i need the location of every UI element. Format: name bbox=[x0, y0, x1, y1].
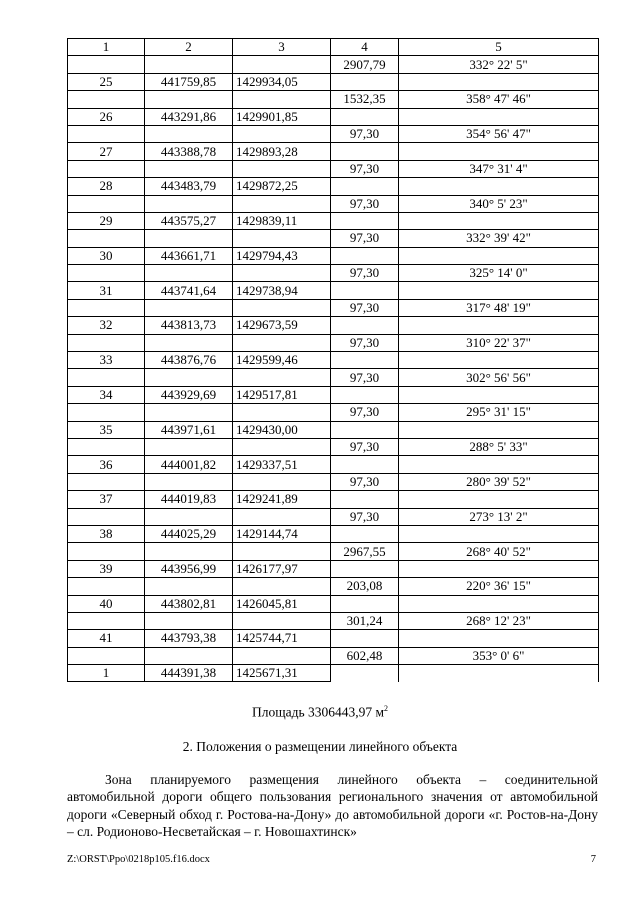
empty-cell bbox=[331, 386, 399, 403]
empty-cell bbox=[68, 404, 145, 421]
y-coordinate-cell: 1429673,59 bbox=[233, 317, 331, 334]
distance-cell: 97,30 bbox=[331, 438, 399, 455]
distance-cell: 97,30 bbox=[331, 125, 399, 142]
segment-row bbox=[68, 369, 599, 386]
distance-cell: 2967,55 bbox=[331, 543, 399, 560]
empty-cell bbox=[233, 56, 331, 73]
empty-cell bbox=[233, 369, 331, 386]
empty-cell bbox=[399, 212, 599, 229]
header-cell-5: 5 bbox=[399, 39, 599, 56]
y-coordinate-cell: 1425671,31 bbox=[233, 665, 331, 682]
empty-cell bbox=[331, 630, 399, 647]
empty-cell bbox=[233, 334, 331, 351]
segment-row bbox=[68, 56, 599, 73]
header-cell-4: 4 bbox=[331, 39, 399, 56]
x-coordinate-cell: 444025,29 bbox=[145, 525, 233, 542]
segment-row bbox=[68, 543, 599, 560]
y-coordinate-cell: 1429738,94 bbox=[233, 282, 331, 299]
point-number-cell: 25 bbox=[68, 73, 145, 90]
y-coordinate-cell: 1429901,85 bbox=[233, 108, 331, 125]
direction-angle-cell: 317° 48' 19" bbox=[399, 299, 599, 316]
segment-row bbox=[68, 334, 599, 351]
empty-cell bbox=[399, 456, 599, 473]
x-coordinate-cell: 444019,83 bbox=[145, 491, 233, 508]
empty-cell bbox=[399, 630, 599, 647]
area-total bbox=[0, 704, 640, 721]
x-coordinate-cell: 443802,81 bbox=[145, 595, 233, 612]
point-number-cell: 40 bbox=[68, 595, 145, 612]
empty-cell bbox=[145, 91, 233, 108]
page-number: 7 bbox=[590, 854, 596, 865]
direction-angle-cell: 288° 5' 33" bbox=[399, 438, 599, 455]
empty-cell bbox=[68, 160, 145, 177]
empty-cell bbox=[68, 612, 145, 629]
empty-cell bbox=[399, 491, 599, 508]
point-number-cell: 31 bbox=[68, 282, 145, 299]
segment-row bbox=[68, 91, 599, 108]
x-coordinate-cell: 443575,27 bbox=[145, 212, 233, 229]
x-coordinate-cell: 443793,38 bbox=[145, 630, 233, 647]
direction-angle-cell: 358° 47' 46" bbox=[399, 91, 599, 108]
empty-cell bbox=[331, 665, 399, 682]
empty-cell bbox=[68, 56, 145, 73]
empty-cell bbox=[68, 578, 145, 595]
y-coordinate-cell: 1429839,11 bbox=[233, 212, 331, 229]
header-cell-3: 3 bbox=[233, 39, 331, 56]
y-coordinate-cell: 1425744,71 bbox=[233, 630, 331, 647]
y-coordinate-cell: 1429337,51 bbox=[233, 456, 331, 473]
point-number-cell: 39 bbox=[68, 560, 145, 577]
segment-row bbox=[68, 404, 599, 421]
point-number-cell: 1 bbox=[68, 665, 145, 682]
empty-cell bbox=[331, 73, 399, 90]
empty-cell bbox=[399, 386, 599, 403]
empty-cell bbox=[68, 438, 145, 455]
point-number-cell: 32 bbox=[68, 317, 145, 334]
distance-cell: 97,30 bbox=[331, 195, 399, 212]
x-coordinate-cell: 444391,38 bbox=[145, 665, 233, 682]
empty-cell bbox=[399, 525, 599, 542]
empty-cell bbox=[331, 421, 399, 438]
point-row bbox=[68, 386, 599, 403]
x-coordinate-cell: 443971,61 bbox=[145, 421, 233, 438]
y-coordinate-cell: 1429934,05 bbox=[233, 73, 331, 90]
point-number-cell: 34 bbox=[68, 386, 145, 403]
empty-cell bbox=[145, 612, 233, 629]
segment-row bbox=[68, 230, 599, 247]
distance-cell: 97,30 bbox=[331, 369, 399, 386]
empty-cell bbox=[233, 612, 331, 629]
distance-cell: 602,48 bbox=[331, 647, 399, 664]
segment-row bbox=[68, 612, 599, 629]
empty-cell bbox=[331, 317, 399, 334]
direction-angle-cell: 347° 31' 4" bbox=[399, 160, 599, 177]
direction-angle-cell: 353° 0' 6" bbox=[399, 647, 599, 664]
distance-cell: 97,30 bbox=[331, 299, 399, 316]
point-row bbox=[68, 178, 599, 195]
footer-file-path: Z:\ORST\Ppo\0218p105.f16.docx bbox=[67, 854, 210, 865]
empty-cell bbox=[145, 508, 233, 525]
area-text: Площадь 3306443,97 м bbox=[251, 704, 385, 720]
empty-cell bbox=[331, 525, 399, 542]
distance-cell: 97,30 bbox=[331, 230, 399, 247]
empty-cell bbox=[145, 125, 233, 142]
empty-cell bbox=[68, 230, 145, 247]
segment-row bbox=[68, 265, 599, 282]
empty-cell bbox=[399, 247, 599, 264]
empty-cell bbox=[399, 352, 599, 369]
empty-cell bbox=[145, 56, 233, 73]
x-coordinate-cell: 443813,73 bbox=[145, 317, 233, 334]
segment-row bbox=[68, 299, 599, 316]
empty-cell bbox=[145, 195, 233, 212]
segment-row bbox=[68, 578, 599, 595]
distance-cell: 2907,79 bbox=[331, 56, 399, 73]
point-row bbox=[68, 595, 599, 612]
x-coordinate-cell: 443661,71 bbox=[145, 247, 233, 264]
empty-cell bbox=[331, 456, 399, 473]
point-row bbox=[68, 630, 599, 647]
segment-row bbox=[68, 195, 599, 212]
empty-cell bbox=[145, 578, 233, 595]
point-number-cell: 41 bbox=[68, 630, 145, 647]
point-row bbox=[68, 456, 599, 473]
point-number-cell: 26 bbox=[68, 108, 145, 125]
empty-cell bbox=[331, 595, 399, 612]
distance-cell: 301,24 bbox=[331, 612, 399, 629]
empty-cell bbox=[399, 282, 599, 299]
empty-cell bbox=[68, 265, 145, 282]
empty-cell bbox=[145, 230, 233, 247]
segment-row bbox=[68, 125, 599, 142]
point-row bbox=[68, 108, 599, 125]
distance-cell: 97,30 bbox=[331, 404, 399, 421]
y-coordinate-cell: 1429599,46 bbox=[233, 352, 331, 369]
empty-cell bbox=[145, 404, 233, 421]
area-unit-superscript: 2 bbox=[384, 704, 389, 713]
distance-cell: 1532,35 bbox=[331, 91, 399, 108]
empty-cell bbox=[331, 491, 399, 508]
empty-cell bbox=[331, 247, 399, 264]
empty-cell bbox=[331, 108, 399, 125]
empty-cell bbox=[233, 543, 331, 560]
empty-cell bbox=[145, 473, 233, 490]
empty-cell bbox=[399, 560, 599, 577]
x-coordinate-cell: 441759,85 bbox=[145, 73, 233, 90]
distance-cell: 97,30 bbox=[331, 334, 399, 351]
y-coordinate-cell: 1429430,00 bbox=[233, 421, 331, 438]
segment-row bbox=[68, 473, 599, 490]
direction-angle-cell: 310° 22' 37" bbox=[399, 334, 599, 351]
point-row bbox=[68, 560, 599, 577]
point-row bbox=[68, 665, 599, 682]
point-number-cell: 37 bbox=[68, 491, 145, 508]
y-coordinate-cell: 1426177,97 bbox=[233, 560, 331, 577]
empty-cell bbox=[233, 265, 331, 282]
empty-cell bbox=[68, 473, 145, 490]
x-coordinate-cell: 443741,64 bbox=[145, 282, 233, 299]
point-row bbox=[68, 525, 599, 542]
distance-cell: 97,30 bbox=[331, 508, 399, 525]
empty-cell bbox=[68, 508, 145, 525]
empty-cell bbox=[68, 299, 145, 316]
direction-angle-cell: 295° 31' 15" bbox=[399, 404, 599, 421]
empty-cell bbox=[145, 334, 233, 351]
header-cell-1: 1 bbox=[68, 39, 145, 56]
section-title: 2. Положения о размещении линейного объекта bbox=[182, 739, 458, 754]
y-coordinate-cell: 1429893,28 bbox=[233, 143, 331, 160]
empty-cell bbox=[145, 160, 233, 177]
empty-cell bbox=[145, 265, 233, 282]
direction-angle-cell: 332° 39' 42" bbox=[399, 230, 599, 247]
y-coordinate-cell: 1429241,89 bbox=[233, 491, 331, 508]
point-number-cell: 36 bbox=[68, 456, 145, 473]
empty-cell bbox=[399, 178, 599, 195]
distance-cell: 97,30 bbox=[331, 265, 399, 282]
empty-cell bbox=[399, 317, 599, 334]
point-row bbox=[68, 247, 599, 264]
segment-row bbox=[68, 438, 599, 455]
direction-angle-cell: 354° 56' 47" bbox=[399, 125, 599, 142]
empty-cell bbox=[331, 143, 399, 160]
point-number-cell: 38 bbox=[68, 525, 145, 542]
segment-row bbox=[68, 160, 599, 177]
point-number-cell: 35 bbox=[68, 421, 145, 438]
empty-cell bbox=[233, 299, 331, 316]
empty-cell bbox=[233, 647, 331, 664]
empty-cell bbox=[233, 508, 331, 525]
empty-cell bbox=[331, 178, 399, 195]
empty-cell bbox=[331, 212, 399, 229]
y-coordinate-cell: 1426045,81 bbox=[233, 595, 331, 612]
empty-cell bbox=[399, 665, 599, 682]
empty-cell bbox=[331, 282, 399, 299]
point-row bbox=[68, 491, 599, 508]
x-coordinate-cell: 443956,99 bbox=[145, 560, 233, 577]
point-number-cell: 33 bbox=[68, 352, 145, 369]
point-row bbox=[68, 212, 599, 229]
distance-cell: 97,30 bbox=[331, 160, 399, 177]
empty-cell bbox=[399, 73, 599, 90]
empty-cell bbox=[233, 91, 331, 108]
direction-angle-cell: 332° 22' 5" bbox=[399, 56, 599, 73]
empty-cell bbox=[399, 108, 599, 125]
empty-cell bbox=[233, 160, 331, 177]
empty-cell bbox=[331, 352, 399, 369]
point-row bbox=[68, 421, 599, 438]
empty-cell bbox=[233, 125, 331, 142]
y-coordinate-cell: 1429872,25 bbox=[233, 178, 331, 195]
empty-cell bbox=[68, 647, 145, 664]
empty-cell bbox=[68, 369, 145, 386]
direction-angle-cell: 325° 14' 0" bbox=[399, 265, 599, 282]
x-coordinate-cell: 443876,76 bbox=[145, 352, 233, 369]
x-coordinate-cell: 443929,69 bbox=[145, 386, 233, 403]
empty-cell bbox=[68, 334, 145, 351]
point-row bbox=[68, 143, 599, 160]
x-coordinate-cell: 443388,78 bbox=[145, 143, 233, 160]
direction-angle-cell: 340° 5' 23" bbox=[399, 195, 599, 212]
point-row bbox=[68, 282, 599, 299]
empty-cell bbox=[233, 230, 331, 247]
empty-cell bbox=[145, 369, 233, 386]
empty-cell bbox=[68, 91, 145, 108]
table-header-row bbox=[68, 39, 599, 56]
empty-cell bbox=[233, 195, 331, 212]
direction-angle-cell: 302° 56' 56" bbox=[399, 369, 599, 386]
empty-cell bbox=[68, 543, 145, 560]
coordinates-table-body bbox=[68, 39, 599, 682]
empty-cell bbox=[68, 195, 145, 212]
header-cell-2: 2 bbox=[145, 39, 233, 56]
x-coordinate-cell: 443291,86 bbox=[145, 108, 233, 125]
empty-cell bbox=[233, 438, 331, 455]
empty-cell bbox=[399, 421, 599, 438]
point-number-cell: 30 bbox=[68, 247, 145, 264]
point-row bbox=[68, 352, 599, 369]
direction-angle-cell: 220° 36' 15" bbox=[399, 578, 599, 595]
empty-cell bbox=[145, 438, 233, 455]
empty-cell bbox=[399, 143, 599, 160]
direction-angle-cell: 268° 40' 52" bbox=[399, 543, 599, 560]
distance-cell: 203,08 bbox=[331, 578, 399, 595]
coordinates-table bbox=[67, 38, 599, 682]
empty-cell bbox=[331, 560, 399, 577]
direction-angle-cell: 280° 39' 52" bbox=[399, 473, 599, 490]
direction-angle-cell: 273° 13' 2" bbox=[399, 508, 599, 525]
y-coordinate-cell: 1429517,81 bbox=[233, 386, 331, 403]
point-row bbox=[68, 317, 599, 334]
point-number-cell: 28 bbox=[68, 178, 145, 195]
distance-cell: 97,30 bbox=[331, 473, 399, 490]
empty-cell bbox=[233, 404, 331, 421]
y-coordinate-cell: 1429794,43 bbox=[233, 247, 331, 264]
x-coordinate-cell: 444001,82 bbox=[145, 456, 233, 473]
y-coordinate-cell: 1429144,74 bbox=[233, 525, 331, 542]
point-number-cell: 27 bbox=[68, 143, 145, 160]
empty-cell bbox=[233, 578, 331, 595]
x-coordinate-cell: 443483,79 bbox=[145, 178, 233, 195]
segment-row bbox=[68, 508, 599, 525]
point-row bbox=[68, 73, 599, 90]
empty-cell bbox=[68, 125, 145, 142]
empty-cell bbox=[399, 595, 599, 612]
empty-cell bbox=[145, 543, 233, 560]
empty-cell bbox=[145, 299, 233, 316]
body-paragraph: Зона планируемого размещения линейного объекта – соединительной автомобильной дороги общего пользования регионального значения от автомобильной дороги «Северный обход г. Ростова-на-Дону» до автомобильной дороги «г. Ростов-на-Дону – сл. Родионово-Несветайская – г. Новошахтинск» bbox=[67, 772, 598, 839]
empty-cell bbox=[233, 473, 331, 490]
point-number-cell: 29 bbox=[68, 212, 145, 229]
empty-cell bbox=[145, 647, 233, 664]
direction-angle-cell: 268° 12' 23" bbox=[399, 612, 599, 629]
segment-row bbox=[68, 647, 599, 664]
